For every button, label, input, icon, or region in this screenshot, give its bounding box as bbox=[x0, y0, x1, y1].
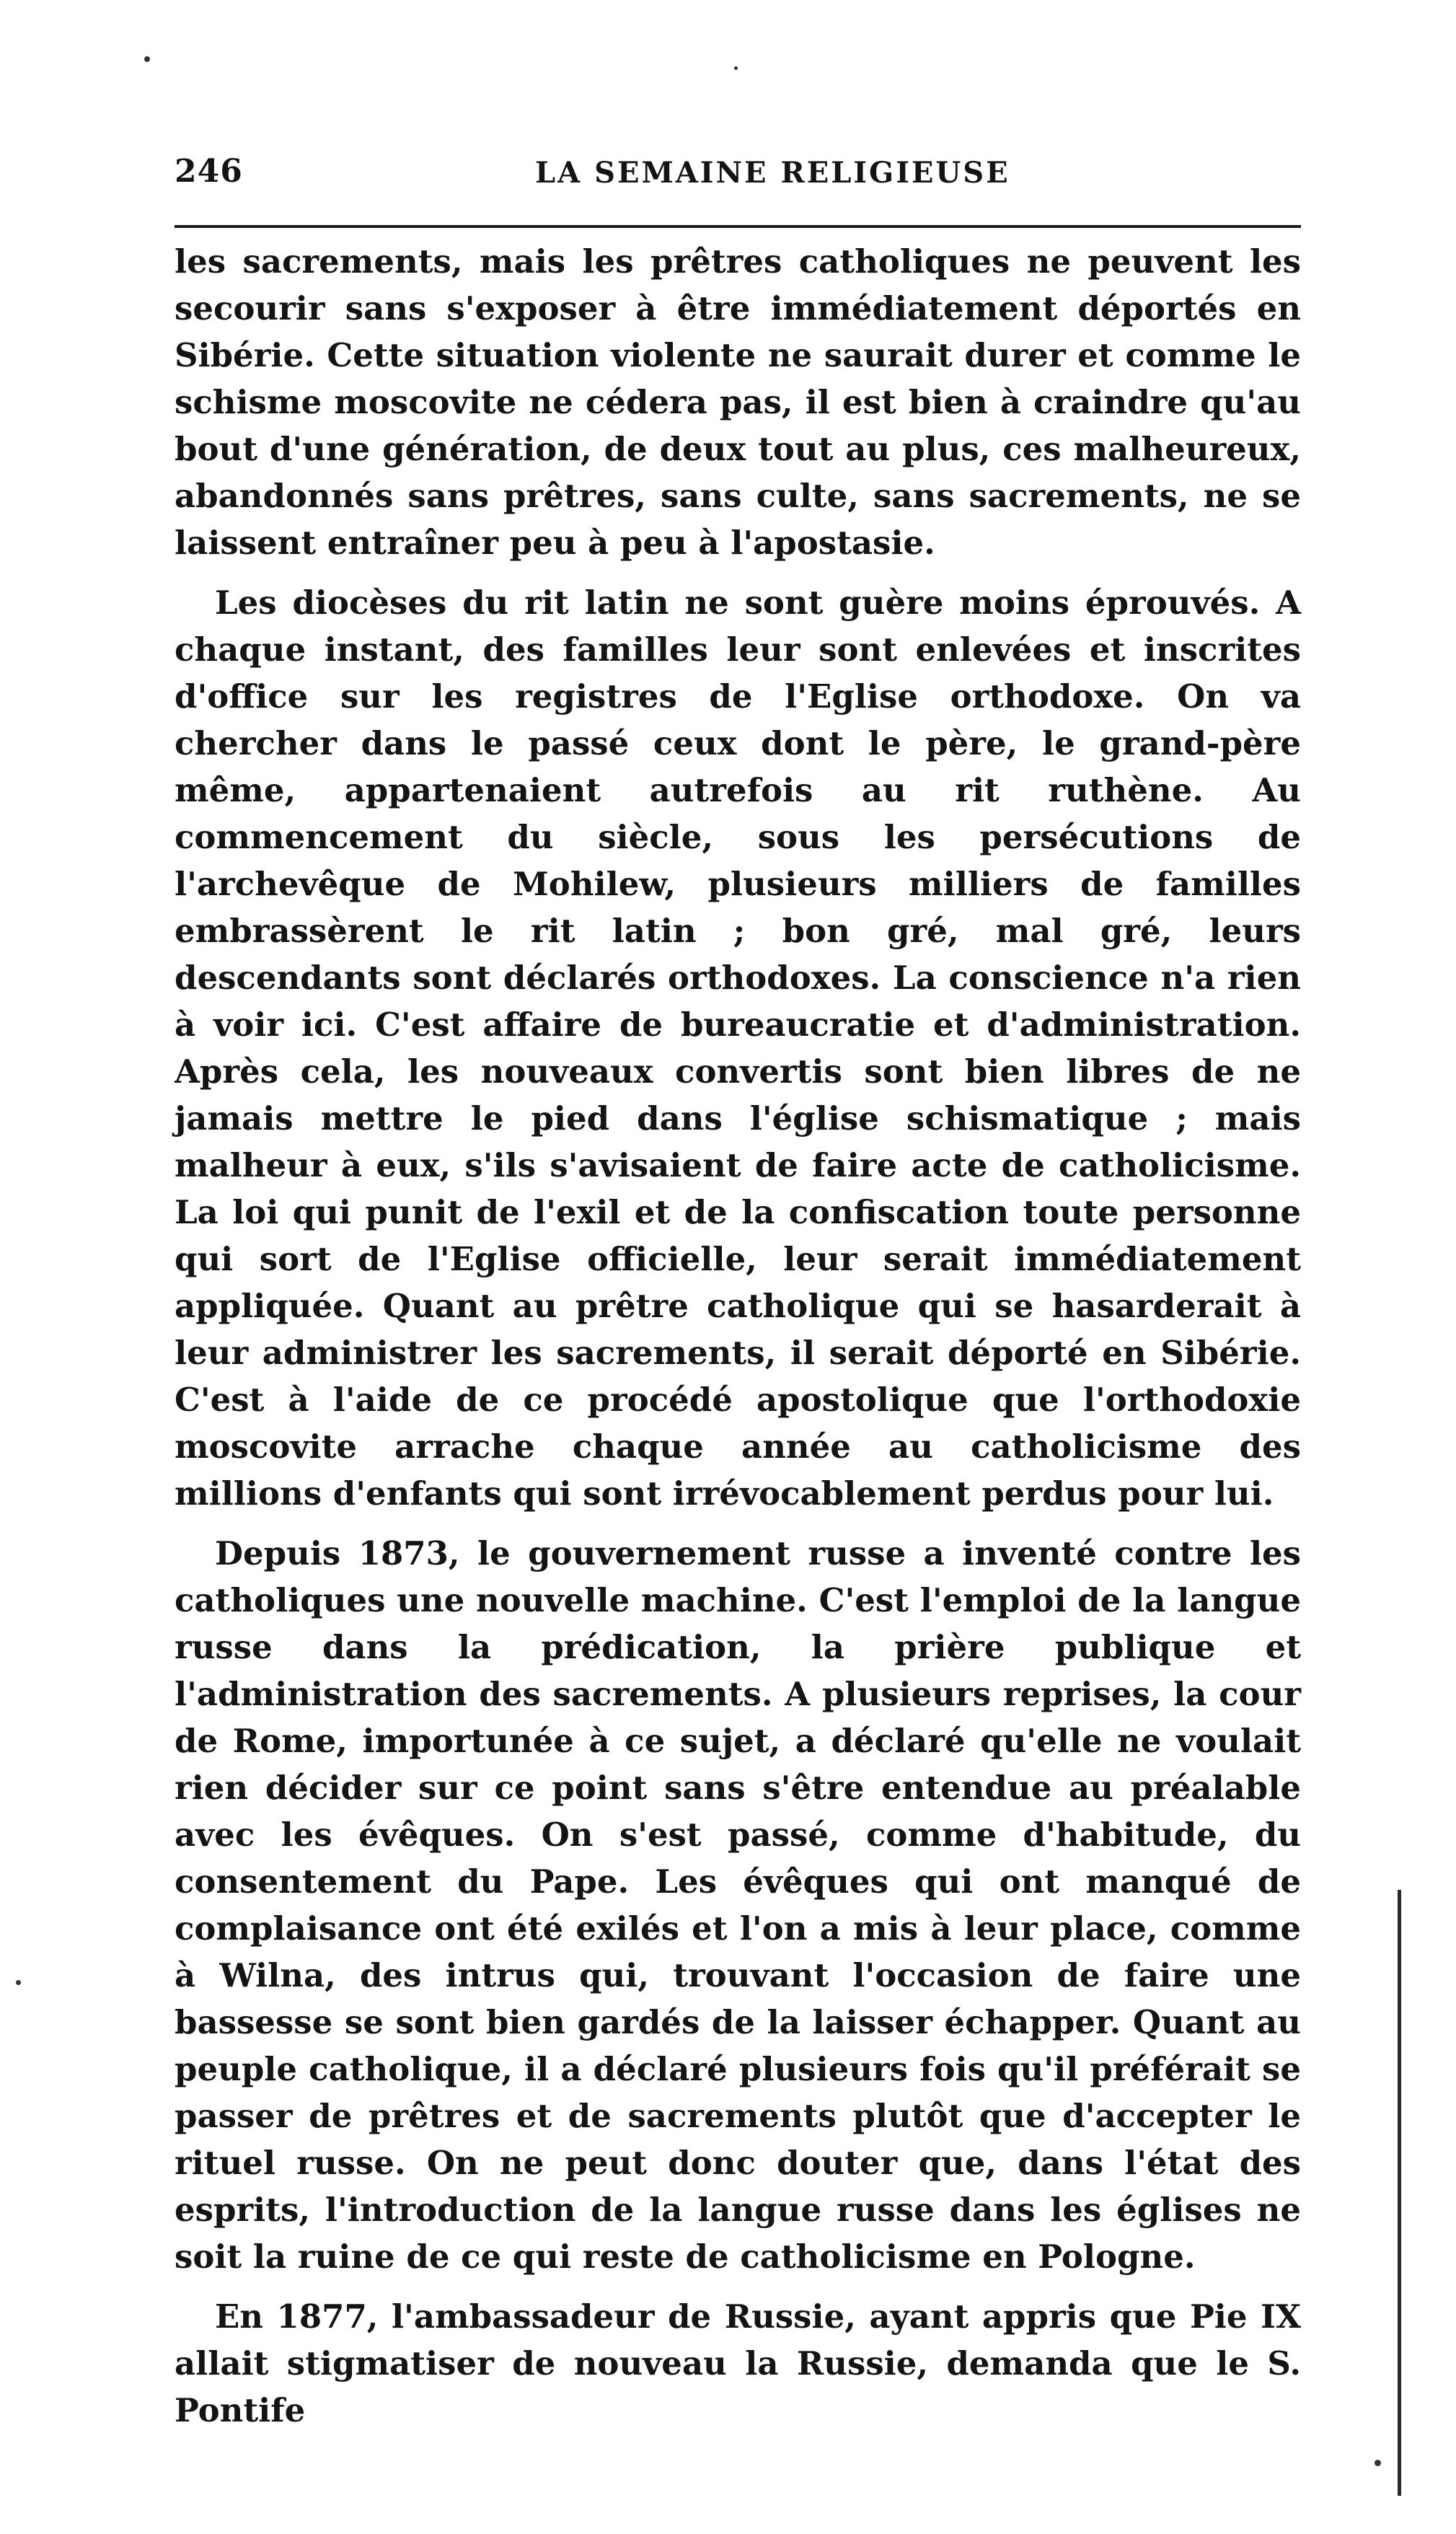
body-text bbox=[175, 238, 1301, 2447]
page-number: 246 bbox=[175, 153, 243, 190]
paragraph-1: les sacrements, mais les prêtres catholiques ne peuvent les secourir sans s'exposer à être immédiatement déportés en Sibérie. Cette situation violente ne saurait durer et comme le schisme moscovite ne cédera pas, il est bien à craindre qu'au bout d'une génération, de deux tout au plus, ces malheureux, abandonnés sans prêtres, sans culte, sans sacrements, ne se laissent entraîner peu à peu à l'apostasie. bbox=[175, 242, 1301, 562]
paragraph-2: Les diocèses du rit latin ne sont guère moins éprouvés. A chaque instant, des familles leur sont enlevées et inscrites d'office sur les registres de l'Eglise orthodoxe. On va chercher dans le passé ceux dont le père, le grand-père même, appartenaient autrefois au rit ruthène. Au commencement du siècle, sous les persécutions de l'archevêque de Mohilew, plusieurs milliers de familles embrassèrent le rit latin ; bon gré, mal gré, leurs descendants sont déclarés orthodoxes. La conscience n'a rien à voir ici. C'est affaire de bureaucratie et d'administration. Après cela, les nouveaux convertis sont bien libres de ne jamais mettre le pied dans l'église schismatique ; mais malheur à eux, s'ils s'avisaient de faire acte de catholicisme. La loi qui punit de l'exil et de la confiscation toute personne qui sort de l'Eglise officielle, leur serait immédiatement appliquée. Quant au prêtre catholique qui se hasarderait à leur administrer les sacrements, il serait déporté en Sibérie. C'est à l'aide de ce procédé apostolique que l'orthodoxie moscovite arrache chaque année au catholicisme des millions d'enfants qui sont irrévocablement perdus pour lui. bbox=[175, 584, 1301, 1513]
paragraph-3: Depuis 1873, le gouvernement russe a inventé contre les catholiques une nouvelle machine. C'est l'emploi de la langue russe dans la prédication, la prière publique et l'administration des sacrements. A plusieurs reprises, la cour de Rome, importunée à ce sujet, a déclaré qu'elle ne voulait rien décider sur ce point sans s'être entendue au préalable avec les évêques. On s'est passé, comme d'habitude, du consentement du Pape. Les évêques qui ont manqué de complaisance ont été exilés et l'on a mis à leur place, comme à Wilna, des intrus qui, trouvant l'occasion de faire une bassesse se sont bien gardés de la laisser échapper. Quant au peuple catholique, il a déclaré plusieurs fois qu'il préférait se passer de prêtres et de sacrements plutôt que d'accepter le rituel russe. On ne peut donc douter que, dans l'état des esprits, l'introduction de la langue russe dans les églises ne soit la ruine de ce qui reste de catholicisme en Pologne. bbox=[175, 1534, 1301, 2276]
scan-speck bbox=[1375, 2460, 1381, 2466]
scan-speck bbox=[16, 1980, 21, 1985]
paragraph-4: En 1877, l'ambassadeur de Russie, ayant appris que Pie IX allait stigmatiser de nouveau la Russie, demanda que le S. Pontife bbox=[175, 2297, 1301, 2429]
scan-edge-shadow bbox=[1398, 1890, 1401, 2496]
page-header bbox=[175, 153, 1298, 203]
running-head: LA SEMAINE RELIGIEUSE bbox=[535, 156, 1010, 190]
scan-speck bbox=[734, 66, 738, 70]
scan-speck bbox=[144, 56, 150, 62]
header-rule bbox=[175, 225, 1301, 228]
